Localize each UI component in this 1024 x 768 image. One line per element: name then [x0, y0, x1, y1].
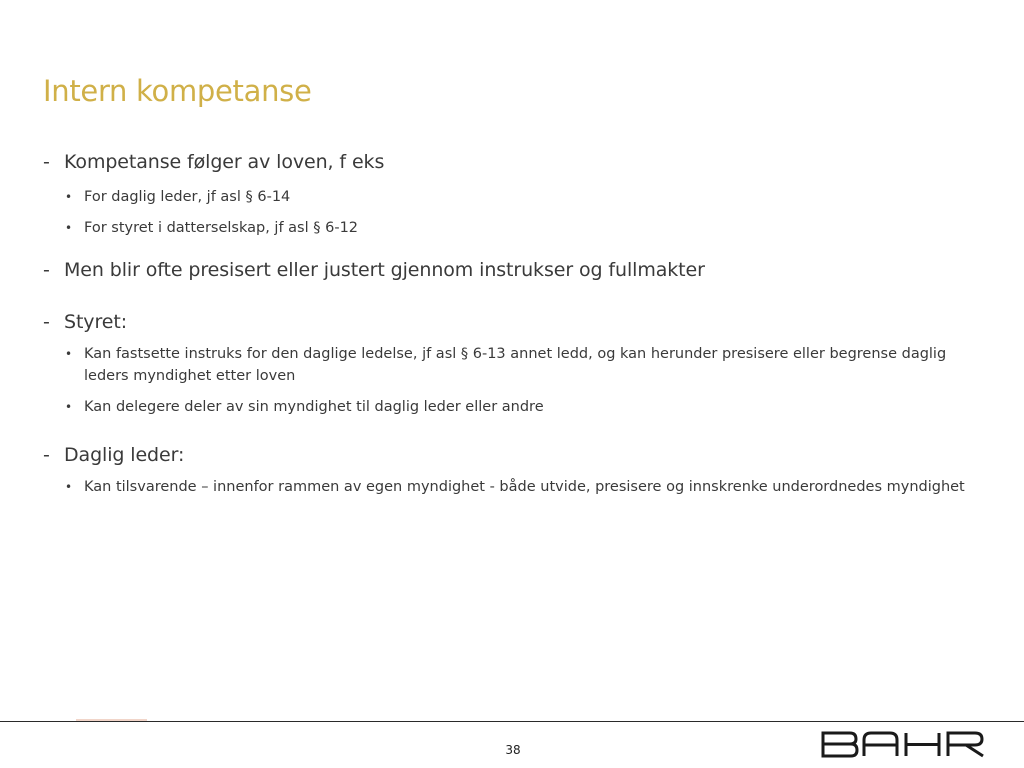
sub-bullet-item [43, 476, 973, 498]
sub-bullet-item [43, 186, 973, 208]
bullet-item [43, 441, 973, 469]
sub-bullet-text: Kan delegere deler av sin myndighet til daglig leder eller andre [84, 399, 544, 415]
bullet-item [43, 148, 973, 176]
footer-divider [0, 721, 1024, 722]
bullet-dash: - [43, 444, 50, 466]
sub-bullet-text: For daglig leder, jf asl § 6-14 [84, 189, 291, 205]
sub-bullet-text: Kan fastsette instruks for den daglige ledelse, jf asl § 6-13 annet ledd, og kan herunder presisere eller begrense daglig leders myndighet etter loven [84, 346, 947, 384]
bahr-logo [820, 731, 986, 758]
sub-bullet-dot: • [65, 221, 73, 235]
sub-bullet-item [43, 217, 973, 239]
slide-body [43, 148, 973, 498]
slide-title: Intern kompetanse [43, 74, 312, 108]
sub-bullet-dot: • [65, 400, 73, 414]
bullet-text: Kompetanse følger av loven, f eks [64, 151, 385, 173]
bullet-text: Men blir ofte presisert eller justert gjennom instrukser og fullmakter [64, 259, 705, 281]
sub-bullet-text: For styret i datterselskap, jf asl § 6-12 [84, 220, 359, 236]
sub-bullet-dot: • [65, 347, 73, 361]
sub-bullet-text: Kan tilsvarende – innenfor rammen av egen myndighet - både utvide, presisere og innskrenke underordnedes myndighet [84, 479, 965, 495]
sub-bullet-dot: • [65, 480, 73, 494]
bullet-dash: - [43, 259, 50, 281]
bullet-item [43, 256, 973, 284]
bullet-dash: - [43, 151, 50, 173]
sub-bullet-item [43, 343, 973, 387]
sub-bullet-dot: • [65, 190, 73, 204]
bullet-text: Styret: [64, 311, 127, 333]
bullet-text: Daglig leder: [64, 444, 185, 466]
page-number: 38 [505, 743, 521, 757]
bullet-item [43, 308, 973, 336]
sub-bullet-item [43, 396, 973, 418]
bullet-dash: - [43, 311, 50, 333]
